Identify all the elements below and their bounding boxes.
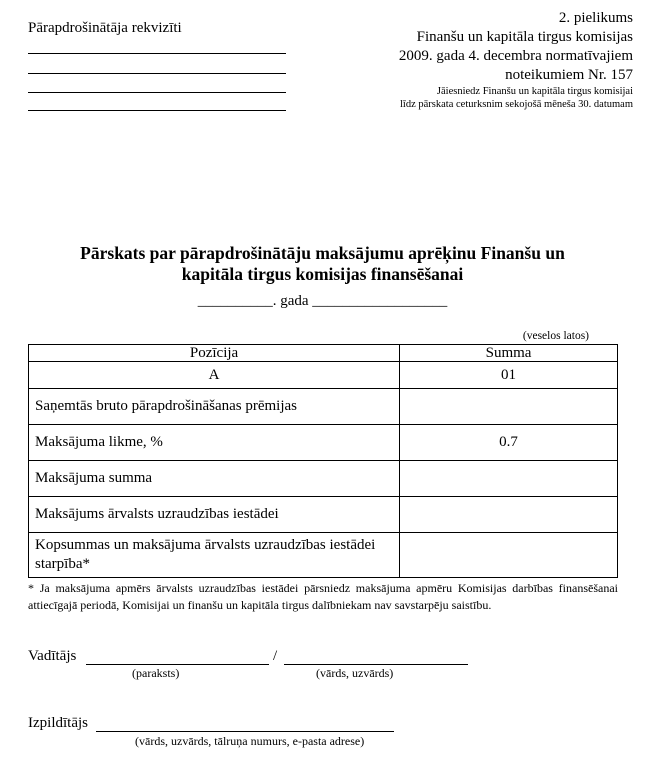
- requisites-line[interactable]: [28, 110, 286, 111]
- sum-input[interactable]: [400, 461, 618, 497]
- sum-input[interactable]: [400, 497, 618, 533]
- annex-line: Finanšu un kapitāla tirgus komisijas: [416, 29, 633, 45]
- row-label: Maksājuma summa: [29, 461, 400, 497]
- code-position: A: [29, 362, 400, 389]
- executor-label: Izpildītājs: [28, 715, 88, 731]
- signature-caption: (paraksts): [132, 666, 180, 680]
- annex-line: 2009. gada 4. decembra normatīvajiem: [398, 48, 633, 64]
- requisites-line[interactable]: [28, 92, 286, 93]
- table-header-row: [29, 345, 618, 362]
- head-label: Vadītājs: [28, 648, 77, 664]
- table-row: [29, 533, 618, 578]
- table-row: [29, 389, 618, 425]
- signature-line[interactable]: [86, 664, 269, 665]
- separator: /: [273, 648, 278, 664]
- annex-note: Jāiesniedz Finanšu un kapitāla tirgus komisijai: [436, 86, 633, 97]
- units-note: (veselos latos): [522, 330, 589, 342]
- code-sum: 01: [400, 362, 618, 389]
- footnote: * Ja maksājuma apmērs ārvalsts uzraudzības iestādei pārsniedz maksājuma apmēru Komisijas darbības finansēšanai attiecīgajā periodā, Komisijai un finanšu un kapitāla tirgus dalībniekam nav savstarpēju saistību.: [28, 581, 618, 612]
- report-period-field[interactable]: __________. gada __________________: [197, 293, 448, 309]
- executor-line[interactable]: [96, 731, 394, 732]
- executor-caption: (vārds, uzvārds, tālruņa numurs, e-pasta adrese): [135, 734, 365, 748]
- annex-header: [313, 9, 633, 111]
- rate-value: 0.7: [400, 425, 618, 461]
- row-label: Kopsummas un maksājuma ārvalsts uzraudzības iestādei starpība*: [29, 533, 400, 578]
- table-row: [29, 425, 618, 461]
- annex-line: 2. pielikums: [558, 10, 633, 26]
- annex-line: noteikumiem Nr. 157: [505, 67, 633, 83]
- sum-input[interactable]: [400, 533, 618, 578]
- row-label: Saņemtās bruto pārapdrošināšanas prēmijas: [29, 389, 400, 425]
- table-row: [29, 461, 618, 497]
- header-position: Pozīcija: [29, 345, 400, 362]
- table-row: [29, 497, 618, 533]
- column-code-row: [29, 362, 618, 389]
- title-line: Pārskats par pārapdrošinātāju maksājumu aprēķinu Finanšu un: [80, 243, 565, 263]
- row-label: Maksājuma likme, %: [29, 425, 400, 461]
- title-line: kapitāla tirgus komisijas finansēšanai: [181, 264, 464, 284]
- page-title: [0, 243, 645, 285]
- requisites-label: Pārapdrošinātāja rekvizīti: [28, 20, 182, 36]
- annex-note: līdz pārskata ceturksnim sekojošā mēneša 30. datumam: [400, 99, 633, 110]
- report-table: [28, 344, 618, 578]
- requisites-line[interactable]: [28, 53, 286, 54]
- name-line[interactable]: [284, 664, 468, 665]
- header-sum: Summa: [400, 345, 618, 362]
- requisites-line[interactable]: [28, 73, 286, 74]
- row-label: Maksājums ārvalsts uzraudzības iestādei: [29, 497, 400, 533]
- name-caption: (vārds, uzvārds): [316, 666, 394, 680]
- sum-input[interactable]: [400, 389, 618, 425]
